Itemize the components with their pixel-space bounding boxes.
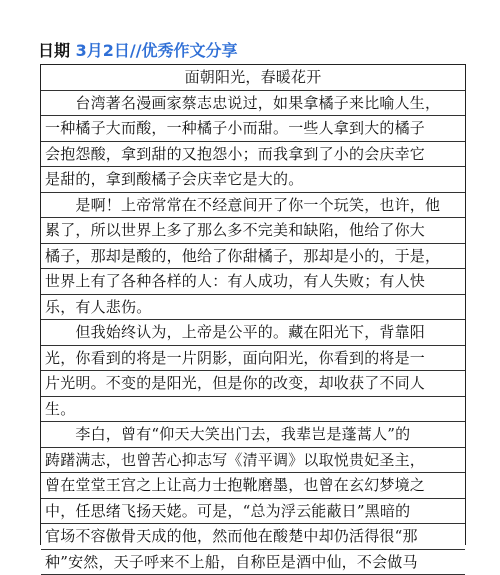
- essay-line: 片光明。不变的是阳光，但是你的改变，却收获了不同人: [41, 371, 465, 397]
- essay-title: 面朝阳光，春暖花开: [41, 65, 465, 91]
- essay-line: 李白，曾有“仰天大笑出门去，我辈岂是蓬蒿人”的: [41, 422, 465, 448]
- essay-line: 曾在堂堂王宫之上让高力士抱靴磨墨，也曾在玄幻梦境之: [41, 473, 465, 499]
- essay-line: 是啊！上帝常常在不经意间开了你一个玩笑，也许，他: [41, 193, 465, 219]
- essay-line: 但我始终认为，上帝是公平的。藏在阳光下，背靠阳: [41, 320, 465, 346]
- essay-line: 橘子，那却是酸的，他给了你甜橘子，那却是小的，于是，: [41, 244, 465, 270]
- essay-line: 中，任思绪飞扬天姥。可是，“总为浮云能蔽日”黑暗的: [41, 499, 465, 525]
- essay-line: 一种橘子大而酸，一种橘子小而甜。一些人拿到大的橘子: [41, 116, 465, 142]
- date-label: 日期: [38, 41, 70, 60]
- essay-line: 官场不容傲骨天成的他，然而他在酸楚中却仍活得很“那: [41, 524, 465, 550]
- essay-line: 乐，有人悲伤。: [41, 295, 465, 321]
- lined-essay-sheet: [40, 64, 466, 545]
- essay-line: 踌躇满志，也曾苦心抑志写《清平调》以取悦贵妃圣主，: [41, 448, 465, 474]
- essay-line: 是甜的，拿到酸橘子会庆幸它是大的。: [41, 167, 465, 193]
- essay-line: 会抱怨酸，拿到甜的又抱怨小；而我拿到了小的会庆幸它: [41, 142, 465, 168]
- date-header: [38, 40, 238, 62]
- essay-line: 生。: [41, 397, 465, 423]
- essay-line: 台湾著名漫画家蔡志忠说过，如果拿橘子来比喻人生，: [41, 91, 465, 117]
- date-and-topic: 3月2日//优秀作文分享: [76, 41, 238, 60]
- essay-line: 光，你看到的将是一片阴影，面向阳光，你看到的将是一: [41, 346, 465, 372]
- essay-line: 种”安然，天子呼来不上船，自称臣是酒中仙，不会做马: [41, 550, 465, 575]
- essay-line: 世界上有了各种各样的人：有人成功，有人失败；有人快: [41, 269, 465, 295]
- essay-line: 累了，所以世界上多了那么多不完美和缺陷，他给了你大: [41, 218, 465, 244]
